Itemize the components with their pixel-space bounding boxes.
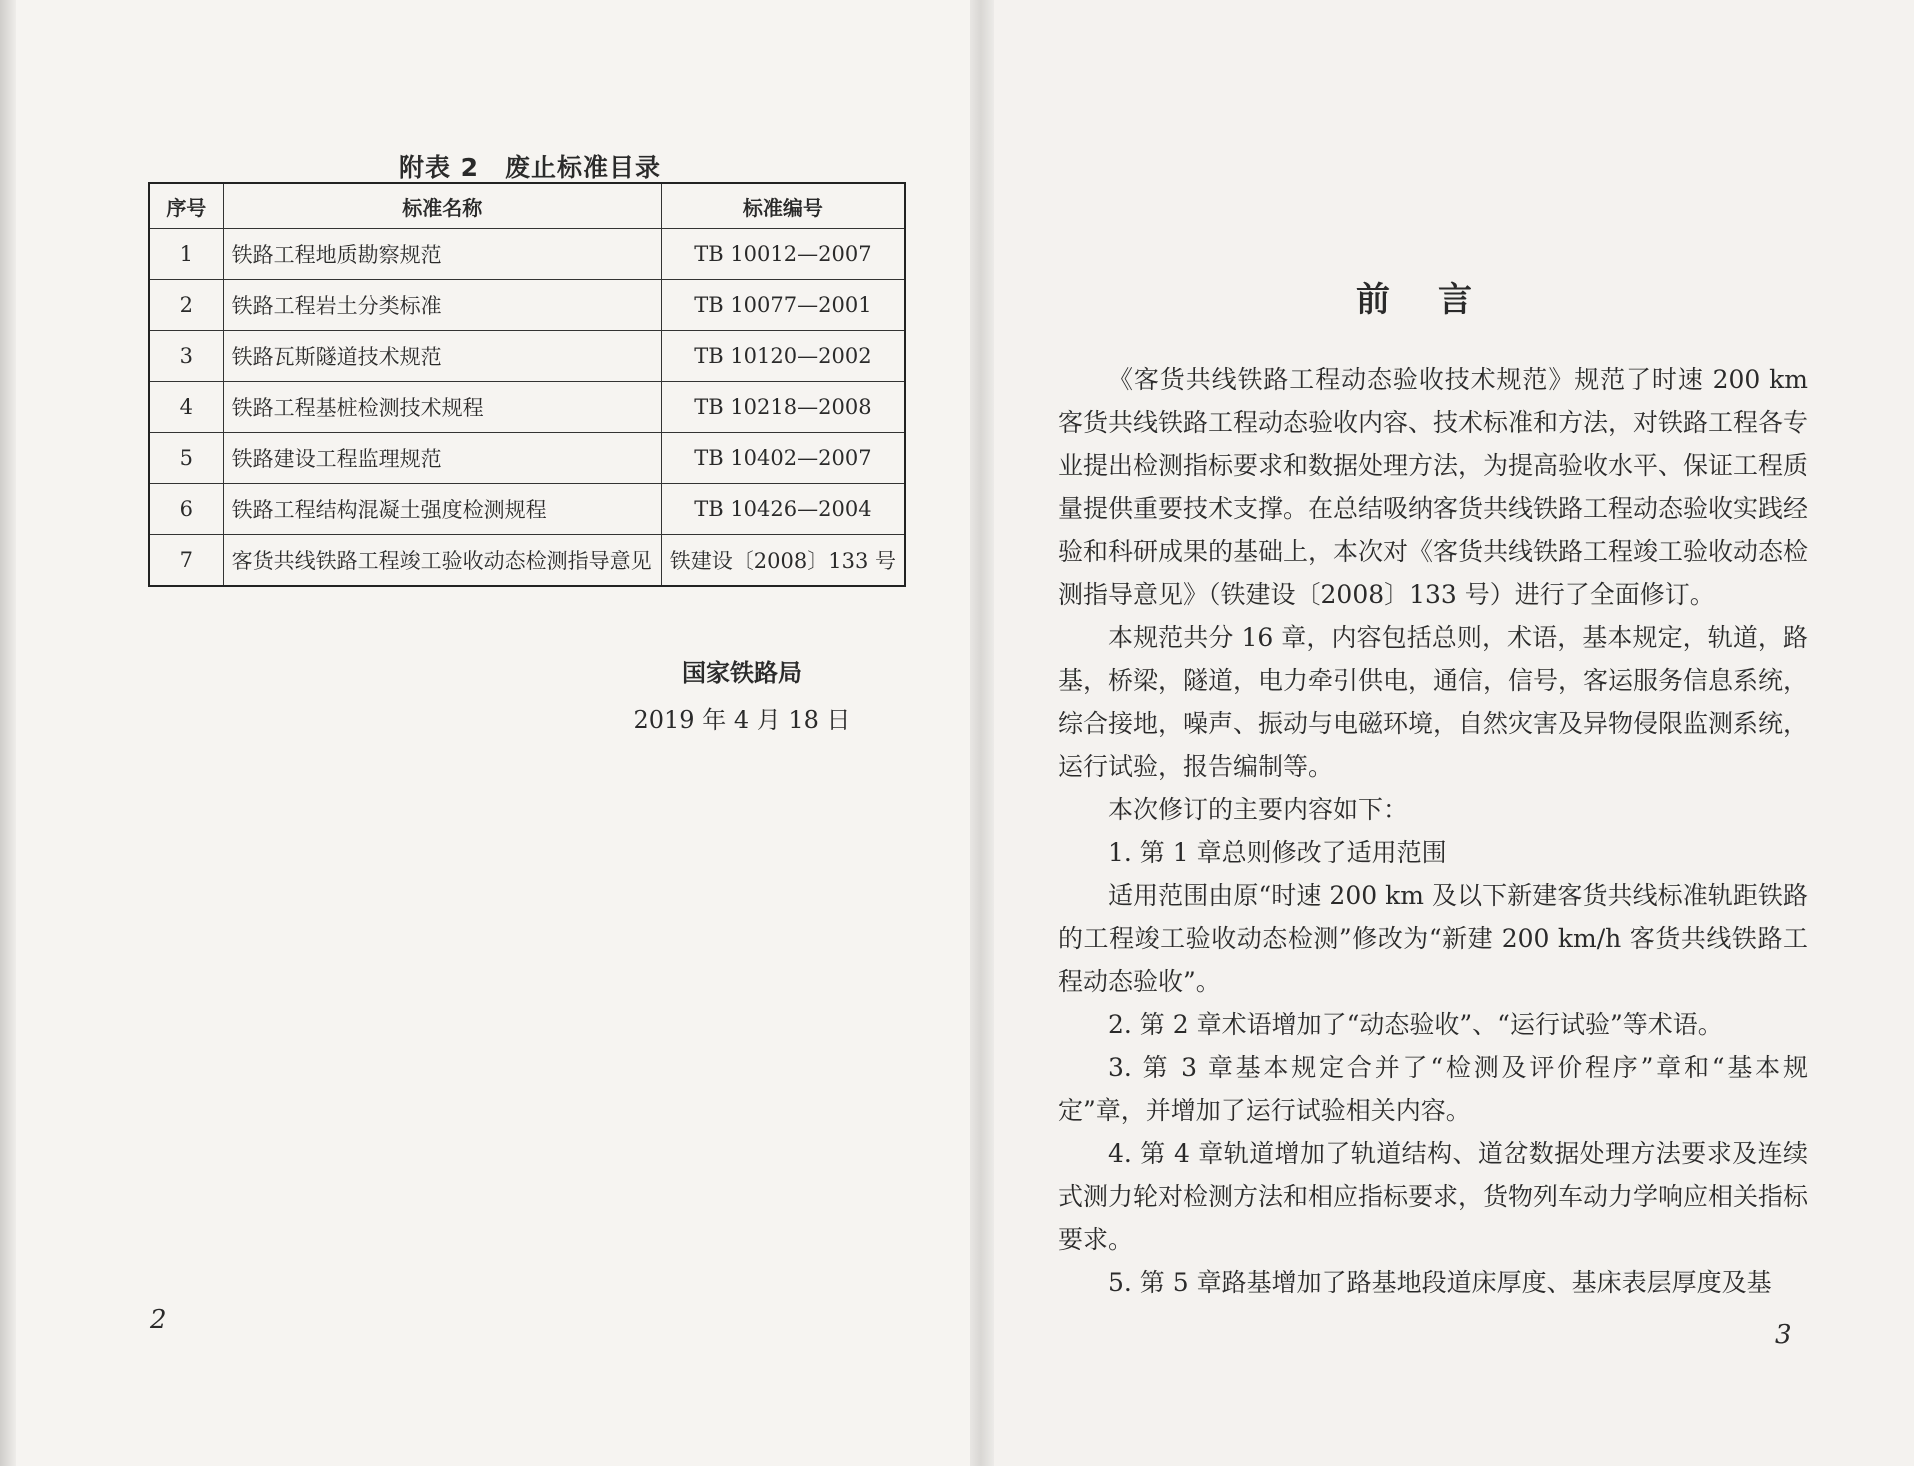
- row-serial: 4: [149, 382, 223, 433]
- foreword-paragraph: 本次修订的主要内容如下：: [1108, 795, 1409, 824]
- foreword-paragraph: 《客货共线铁路工程动态验收技术规范》规范了时速 200 km 客货共线铁路工程动态验收内容、技术标准和方法，对铁路工程各专业提出检测指标要求和数据处理方法，为提高验收水平、保证工程质量提供重要技术支撑。在总结吸纳客货共线铁路工程动态验收实践经验和科研成果的基础上，本次对《客货共线铁路工程竣工验收动态检测指导意见》（铁建设〔2008〕133 号）进行了全面修订。: [1058, 365, 1809, 609]
- foreword-body: [1058, 358, 1808, 1304]
- issue-date: 2019 年 4 月 18 日: [633, 706, 851, 734]
- table-row: [149, 229, 905, 280]
- foreword-paragraph: 4. 第 4 章轨道增加了轨道结构、道岔数据处理方法要求及连续式测力轮对检测方法和相应指标要求，货物列车动力学响应相关指标要求。: [1058, 1139, 1809, 1254]
- foreword-paragraph: 本规范共分 16 章，内容包括总则，术语，基本规定，轨道，路基，桥梁，隧道，电力牵引供电，通信，信号，客运服务信息系统，综合接地，噪声、振动与电磁环境，自然灾害及异物侵限监测系统，运行试验，报告编制等。: [1058, 623, 1809, 781]
- header-standard-name: 标准名称: [223, 183, 661, 229]
- header-serial: 序号: [149, 183, 223, 229]
- row-standard-code: TB 10120—2002: [661, 331, 905, 382]
- row-standard-name: 铁路工程基桩检测技术规程: [223, 382, 661, 433]
- row-standard-name: 铁路工程地质勘察规范: [223, 229, 661, 280]
- table-row: [149, 331, 905, 382]
- issuing-authority: 国家铁路局: [682, 659, 802, 687]
- abolished-standards-table: [148, 182, 906, 587]
- row-standard-code: TB 10402—2007: [661, 433, 905, 484]
- row-standard-name: 铁路瓦斯隧道技术规范: [223, 331, 661, 382]
- row-standard-code: TB 10218—2008: [661, 382, 905, 433]
- foreword-paragraph: 2. 第 2 章术语增加了“动态验收”、“运行试验”等术语。: [1108, 1010, 1723, 1039]
- foreword-paragraph: 适用范围由原“时速 200 km 及以下新建客货共线标准轨距铁路的工程竣工验收动态检测”修改为“新建 200 km/h 客货共线铁路工程动态验收”。: [1058, 881, 1808, 996]
- row-serial: 7: [149, 535, 223, 587]
- row-standard-code: 铁建设〔2008〕133 号: [661, 535, 905, 587]
- row-standard-name: 铁路建设工程监理规范: [223, 433, 661, 484]
- table-row: [149, 484, 905, 535]
- row-standard-code: TB 10426—2004: [661, 484, 905, 535]
- row-serial: 5: [149, 433, 223, 484]
- table-title: 附表 2 废止标准目录: [398, 153, 662, 182]
- row-serial: 1: [149, 229, 223, 280]
- foreword-paragraph: 1. 第 1 章总则修改了适用范围: [1108, 838, 1447, 867]
- table-row: [149, 382, 905, 433]
- table-row: [149, 433, 905, 484]
- row-standard-name: 铁路工程结构混凝土强度检测规程: [223, 484, 661, 535]
- table-header-row: [149, 183, 905, 229]
- row-serial: 2: [149, 280, 223, 331]
- foreword-paragraph: 5. 第 5 章路基增加了路基地段道床厚度、基床表层厚度及基: [1108, 1268, 1772, 1297]
- row-standard-name: 客货共线铁路工程竣工验收动态检测指导意见: [223, 535, 661, 587]
- row-standard-code: TB 10012—2007: [661, 229, 905, 280]
- row-standard-name: 铁路工程岩土分类标准: [223, 280, 661, 331]
- foreword-paragraph: 3. 第 3 章基本规定合并了“检测及评价程序”章和“基本规定”章，并增加了运行试验相关内容。: [1058, 1053, 1808, 1125]
- row-serial: 6: [149, 484, 223, 535]
- header-standard-code: 标准编号: [661, 183, 905, 229]
- foreword-title: 前言: [1356, 280, 1520, 320]
- table-row: [149, 280, 905, 331]
- row-serial: 3: [149, 331, 223, 382]
- page-number-right: 3: [1775, 1320, 1792, 1350]
- table-row: [149, 535, 905, 587]
- row-standard-code: TB 10077—2001: [661, 280, 905, 331]
- page-number-left: 2: [150, 1305, 167, 1335]
